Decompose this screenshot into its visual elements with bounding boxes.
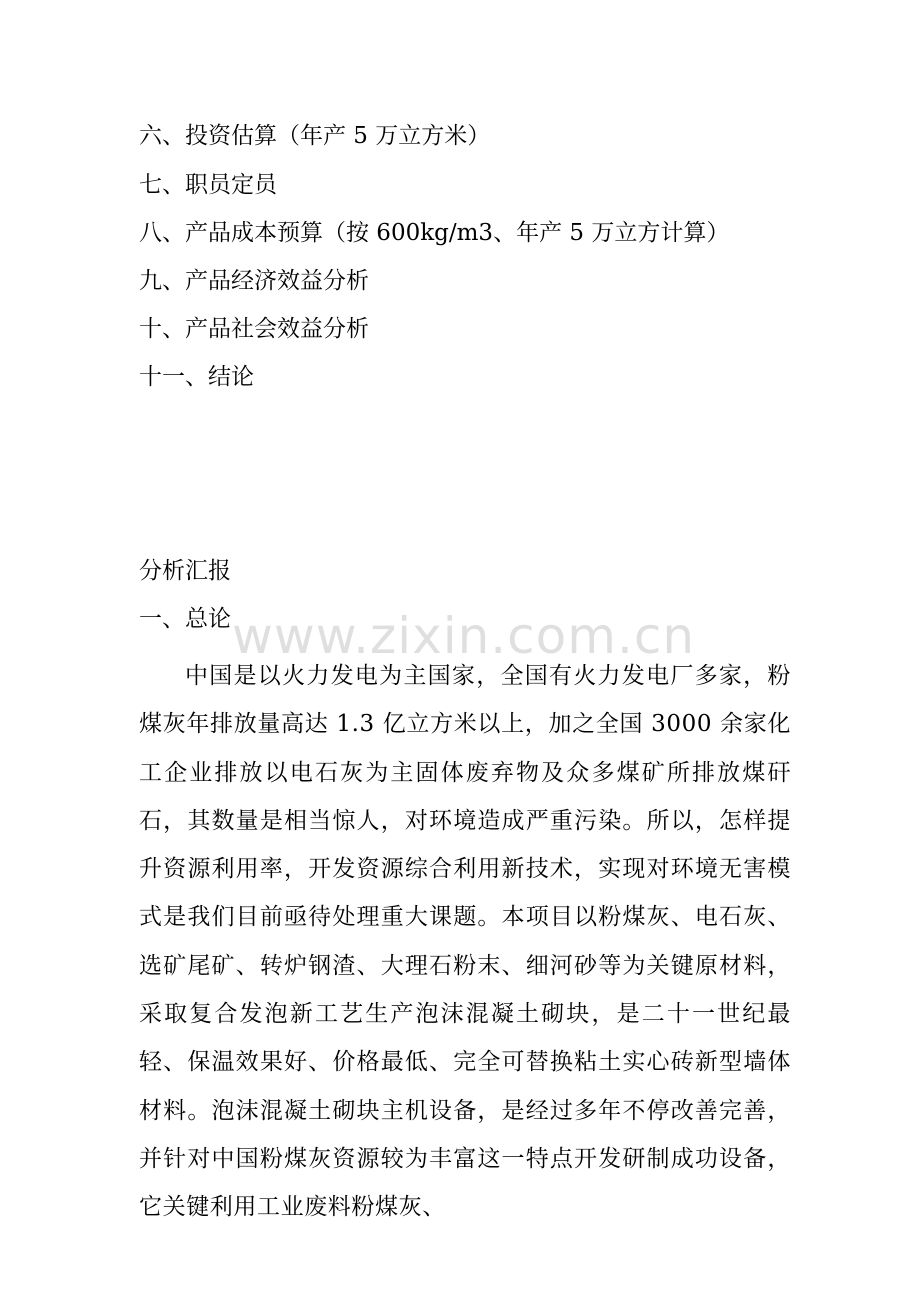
toc-item-economic-benefit: 九、产品经济效益分析 [139,268,369,294]
body-paragraph: 中国是以火力发电为主国家，全国有火力发电厂多家，粉煤灰年排放量高达 1.3 亿立方米以上，加之全国 3000 余家化工企业排放以电石灰为主固体废弃物及众多煤矿所排放煤矸石，其数量是相当惊人，对环境造成严重污染。所以，怎样提升资源利用率，开发资源综合利用新技术，实现对环境无害模式是我们目前亟待处理重大课题。本项目以粉煤灰、电石灰、选矿尾矿、转炉钢渣、大理石粉末、细河砂等为关键原材料，采取复合发泡新工艺生产泡沫混凝土砌块，是二十一世纪最轻、保温效果好、价格最低、完全可替换粘土实心砖新型墙体材料。泡沫混凝土砌块主机设备，是经过多年不停改善完善，并针对中国粉煤灰资源较为丰富这一特点开发研制成功设备，它关键利用工业废料粉煤灰、 [139,663,791,1221]
subsection-title: 一、总论 [139,606,231,632]
toc-item-investment: 六、投资估算（年产 5 万立方米） [139,123,491,149]
toc-item-staffing: 七、职员定员 [139,172,277,198]
toc-item-cost-budget: 八、产品成本预算（按 600kg/m3、年产 5 万立方计算） [139,220,730,246]
section-title: 分析汇报 [139,558,231,584]
toc-item-social-benefit: 十、产品社会效益分析 [139,316,369,342]
toc-item-conclusion: 十一、结论 [139,364,254,390]
watermark: www.zixin.com.cn [232,607,696,665]
